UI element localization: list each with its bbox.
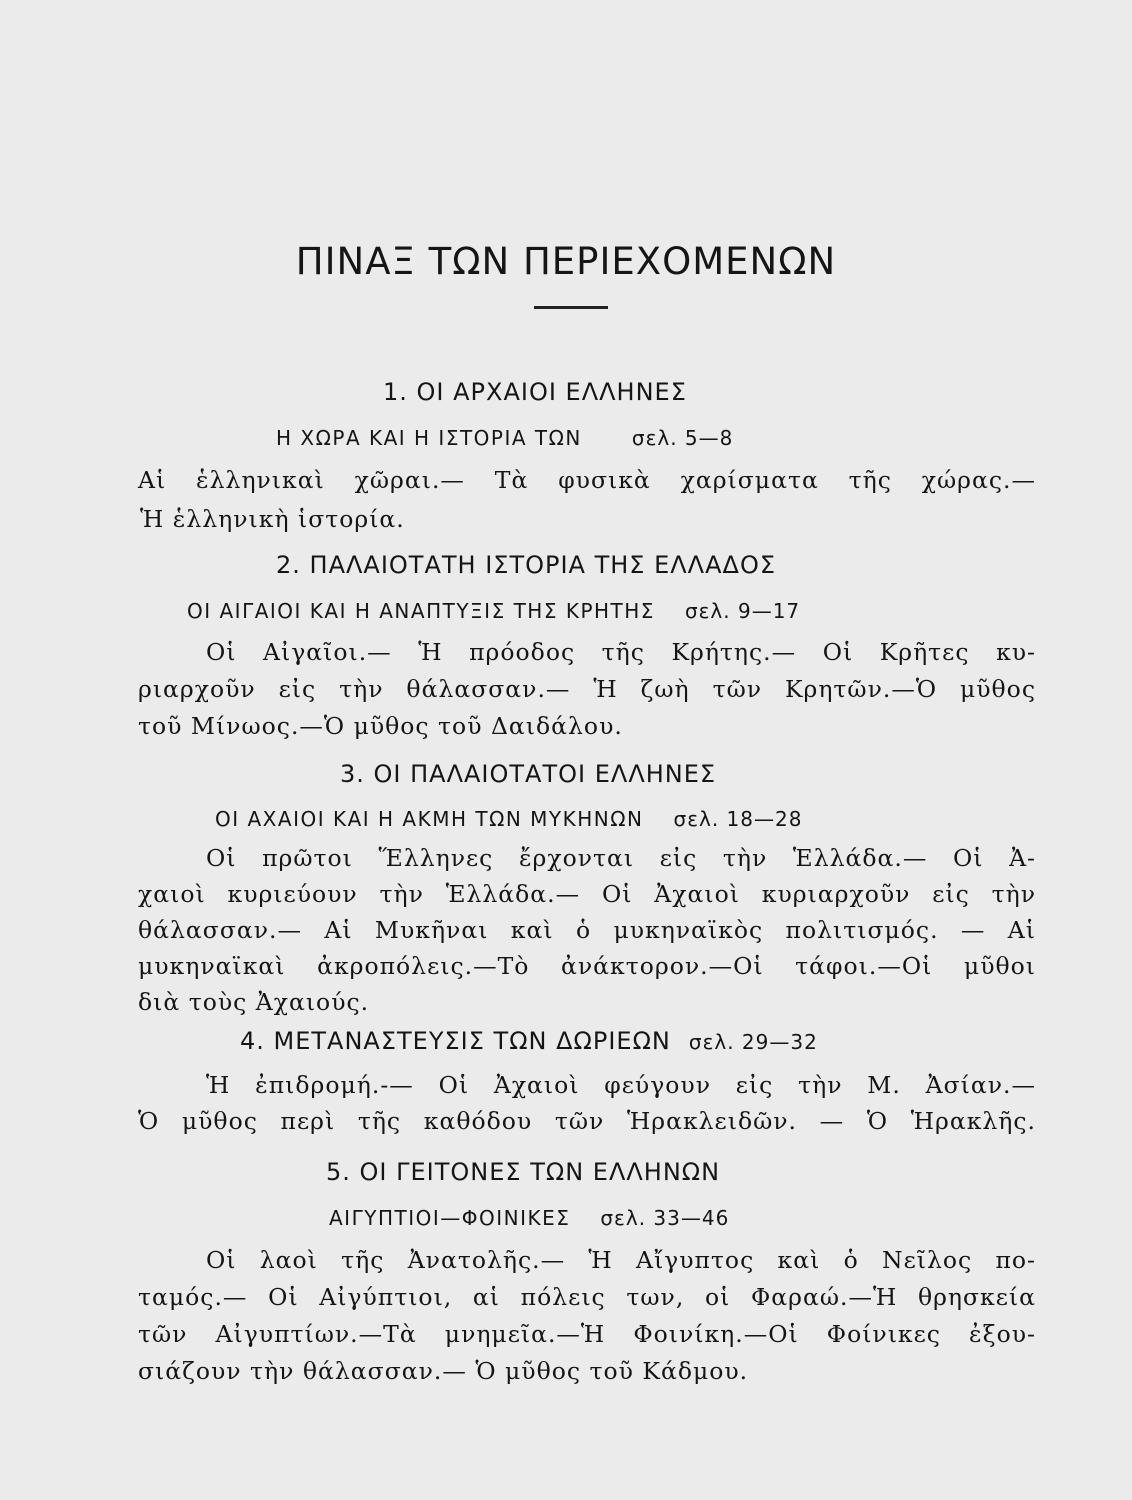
section-1-text-line: Ἡ ἑλληνικὴ ἱστορία. [140,505,405,533]
section-2-subtitle-text: ΟΙ ΑΙΓΑΙΟΙ ΚΑΙ Η ΑΝΑΠΤΥΞΙΣ ΤΗΣ ΚΡΗΤΗΣ [187,599,655,623]
section-3-heading: 3. ΟΙ ΠΑΛΑΙΟΤΑΤΟΙ ΕΛΛΗΝΕΣ [340,760,717,788]
section-3-subtitle-text: ΟΙ ΑΧΑΙΟΙ ΚΑΙ Η ΑΚΜΗ ΤΩΝ ΜΥΚΗΝΩΝ [215,807,644,831]
section-4-text-line: Ἡ ἐπιδρομή.-— Οἱ Ἀχαιοὶ φεύγουν εἰς τὴν Μ. Ἀσίαν.— [206,1071,1036,1099]
section-1-pages: σελ. 5—8 [631,426,734,450]
section-5-subtitle [329,1206,729,1230]
section-3-text-line: μυκηναϊκαὶ ἀκροπόλεις.—Τὸ ἀνάκτορον.—Οἱ τάφοι.—Οἱ μῦθοι [138,952,1036,980]
section-5-subtitle-text: ΑΙΓΥΠΤΙΟΙ—ΦΟΙΝΙΚΕΣ [329,1206,571,1230]
section-4-pages: σελ. 29—32 [688,1030,818,1054]
page-title: ΠΙΝΑΞ ΤΩΝ ΠΕΡΙΕΧΟΜΕΝΩΝ [295,240,837,283]
section-2-subtitle [187,599,800,623]
section-5-pages: σελ. 33—46 [600,1206,730,1230]
section-5-text-line: ταμός.— Οἱ Αἰγύπτιοι, αἱ πόλεις των, οἱ Φαραώ.—Ἡ θρησκεία [138,1283,1036,1311]
section-4-heading [240,1027,818,1055]
section-2-pages: σελ. 9—17 [684,599,801,623]
section-1-subtitle [276,426,733,450]
section-2-text-line: Οἱ Αἰγαῖοι.— Ἡ πρόοδος τῆς Κρήτης.— Οἱ Κρῆτες κυ- [206,638,1036,666]
section-3-subtitle [215,807,802,831]
section-4-text-line: Ὁ μῦθος περὶ τῆς καθόδου τῶν Ἡρακλειδῶν. — Ὁ Ἡρακλῆς. [138,1107,1036,1135]
section-1-text-line: Αἱ ἑλληνικαὶ χῶραι.— Τὰ φυσικὰ χαρίσματα τῆς χώρας.— [138,466,1036,494]
section-5-text-line: σιάζουν τὴν θάλασσαν.— Ὁ μῦθος τοῦ Κάδμου. [138,1357,749,1385]
section-2-heading: 2. ΠΑΛΑΙΟΤΑΤΗ ΙΣΤΟΡΙΑ ΤΗΣ ΕΛΛΑΔΟΣ [276,551,776,579]
section-2-text-line: ριαρχοῦν εἰς τὴν θάλασσαν.— Ἡ ζωὴ τῶν Κρητῶν.—Ὁ μῦθος [138,675,1036,703]
section-5-text-line: Οἱ λαοὶ τῆς Ἀνατολῆς.— Ἡ Αἴγυπτος καὶ ὁ Νεῖλος πο- [206,1246,1036,1274]
section-3-text-line: διὰ τοὺς Ἀχαιούς. [138,988,370,1016]
section-2-text-line: τοῦ Μίνωος.—Ὁ μῦθος τοῦ Δαιδάλου. [138,712,623,740]
section-5-heading: 5. ΟΙ ΓΕΙΤΟΝΕΣ ΤΩΝ ΕΛΛΗΝΩΝ [326,1158,721,1186]
section-4-heading-text: 4. ΜΕΤΑΝΑΣΤΕΥΣΙΣ ΤΩΝ ΔΩΡΙΕΩΝ [240,1027,671,1055]
section-3-pages: σελ. 18—28 [673,807,803,831]
section-1-subtitle-text: Η ΧΩΡΑ ΚΑΙ Η ΙΣΤΟΡΙΑ ΤΩΝ [276,426,582,450]
section-3-text-line: χαιοὶ κυριεύουν τὴν Ἑλλάδα.— Οἱ Ἀχαιοὶ κυριαρχοῦν εἰς τὴν [138,880,1036,908]
section-5-text-line: τῶν Αἰγυπτίων.—Τὰ μνημεῖα.—Ἡ Φοινίκη.—Οἱ Φοίνικες ἐξου- [138,1320,1036,1348]
section-1-heading: 1. ΟΙ ΑΡΧΑΙΟΙ ΕΛΛΗΝΕΣ [383,378,687,406]
section-3-text-line: Οἱ πρῶτοι Ἕλληνες ἔρχονται εἰς τὴν Ἑλλάδα.— Οἱ Ἀ- [206,844,1036,872]
section-3-text-line: θάλασσαν.— Αἱ Μυκῆναι καὶ ὁ μυκηναϊκὸς πολιτισμός. — Αἱ [138,916,1036,944]
title-divider [534,306,608,309]
